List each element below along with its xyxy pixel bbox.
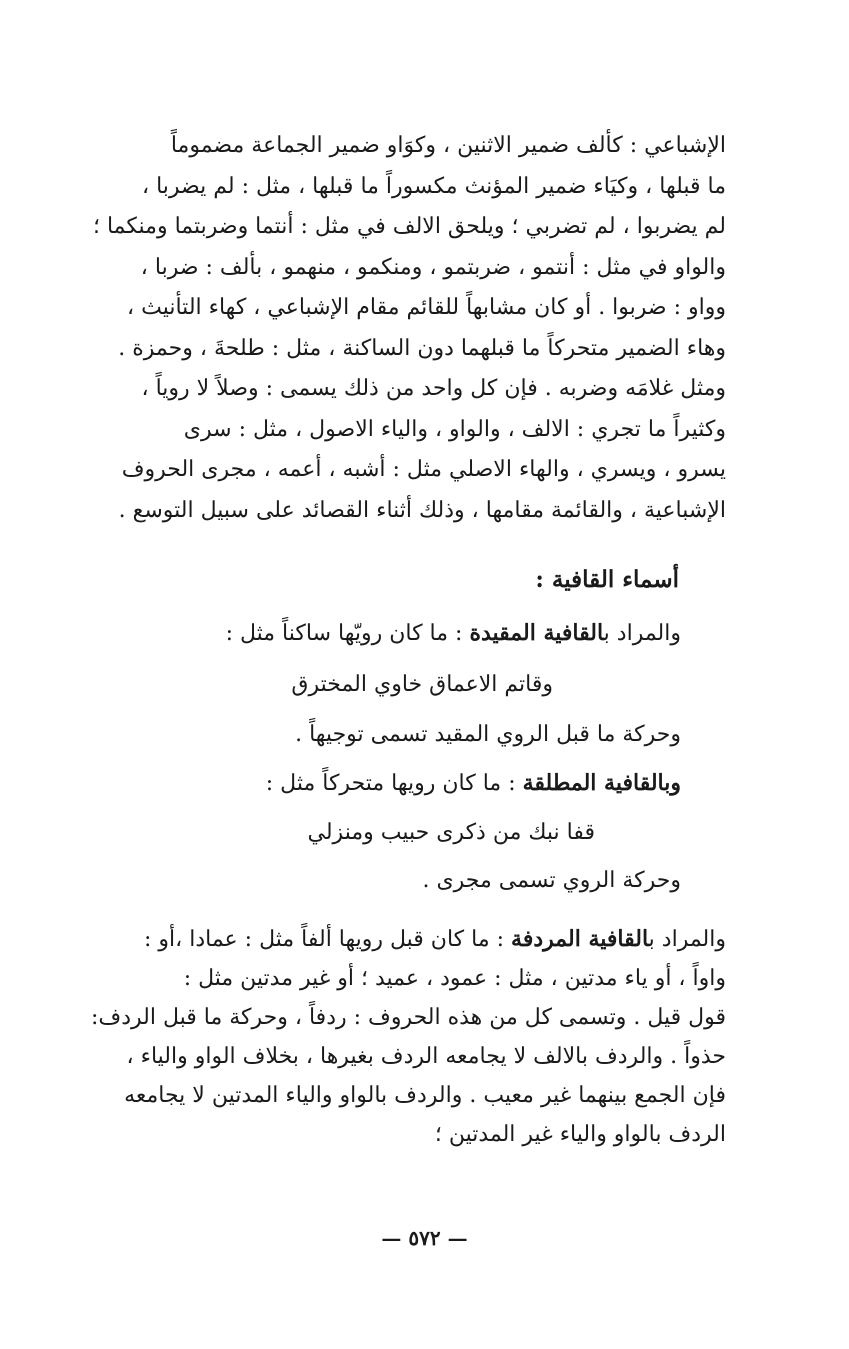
term-muqayyada: القافية المقيدة — [469, 620, 604, 646]
definition-text: : ما كان قبل رويها ألفاً مثل : عمادا ،أو : — [143, 927, 512, 952]
paragraph-line: واواً ، أو ياء مدتين ، مثل : عمود ، عميد ؛ أو غير مدتين مثل : — [183, 966, 726, 991]
definition-text: : ما كان رويها متحركاً مثل : — [265, 771, 523, 796]
paragraph-1 — [78, 126, 726, 531]
paragraph-line: يسرو ، ويسري ، والهاء الاصلي مثل : أشبه ، أعمه ، مجرى الحروف — [121, 457, 726, 482]
paragraph-line: لم يضربوا ، لم تضربي ؛ ويلحق الالف في مثل : أنتما وضربتما ومنكما ؛ — [92, 214, 726, 239]
paragraph-line: الإشباعية ، والقائمة مقامها ، وذلك أثناء القصائد على سبيل التوسع . — [118, 497, 726, 523]
paragraph-line: ما قبلها ، وكيَاء ضمير المؤنث مكسوراً ما قبلها ، مثل : لم يضربا ، — [142, 173, 726, 199]
mutlaqa-definition — [266, 770, 681, 796]
definition-prefix: والمراد ب — [603, 621, 681, 646]
paragraph-line: وهاء الضمير متحركاً ما قبلهما دون الساكنة ، مثل : طلحةَ ، وحمزة . — [118, 335, 726, 361]
page-number: — ٥٧٢ — — [381, 1226, 468, 1250]
term-murdafa: القافية المردفة — [511, 926, 649, 952]
paragraph-2 — [78, 920, 726, 1154]
definition-text: : ما كان رويّها ساكناً مثل : — [225, 621, 470, 646]
verse-example-2: قفا نبك من ذكرى حبيب ومنزلي — [307, 820, 595, 845]
paragraph-line: فإن الجمع بينهما غير معيب . والردف بالواو والياء المدتين لا يجامعه — [124, 1083, 726, 1108]
section-heading: أسماء القافية : — [535, 566, 679, 593]
term-mutlaqa: وبالقافية المطلقة — [522, 770, 681, 796]
paragraph-line: ومثل غلامَه وضربه . فإن كل واحد من ذلك يسمى : وصلاً لا روياً ، — [141, 376, 726, 401]
paragraph-line: قول قيل . وتسمى كل من هذه الحروف : ردفاً ، وحركة ما قبل الردف: — [91, 1005, 726, 1030]
tawjih-note: وحركة ما قبل الروي المقيد تسمى توجيهاً . — [295, 722, 681, 747]
muqayyada-definition — [226, 620, 681, 646]
paragraph-line: الردف بالواو والياء غير المدتين ؛ — [434, 1122, 726, 1147]
paragraph-line: وكثيراً ما تجري : الالف ، والواو ، والياء الاصول ، مثل : سرى — [183, 416, 726, 442]
paragraph-line: والواو في مثل : أنتمو ، ضربتمو ، ومنكمو ، منهمو ، بألف : ضربا ، — [140, 254, 726, 280]
paragraph-line: حذواً . والردف بالالف لا يجامعه الردف بغيرها ، بخلاف الواو والياء ، — [126, 1044, 726, 1069]
paragraph-line: الإشباعي : كألف ضمير الاثنين ، وكوَاو ضمير الجماعة مضموماً — [170, 133, 726, 158]
verse-example-1: وقاتم الاعماق خاوي المخترق — [291, 672, 553, 697]
paragraph-line — [78, 920, 726, 959]
majra-note: وحركة الروي تسمى مجرى . — [422, 868, 681, 893]
definition-prefix: والمراد ب — [648, 927, 726, 952]
paragraph-line: وواو : ضربوا . أو كان مشابهاً للقائم مقام الإشباعي ، كهاء التأنيث ، — [127, 295, 726, 320]
